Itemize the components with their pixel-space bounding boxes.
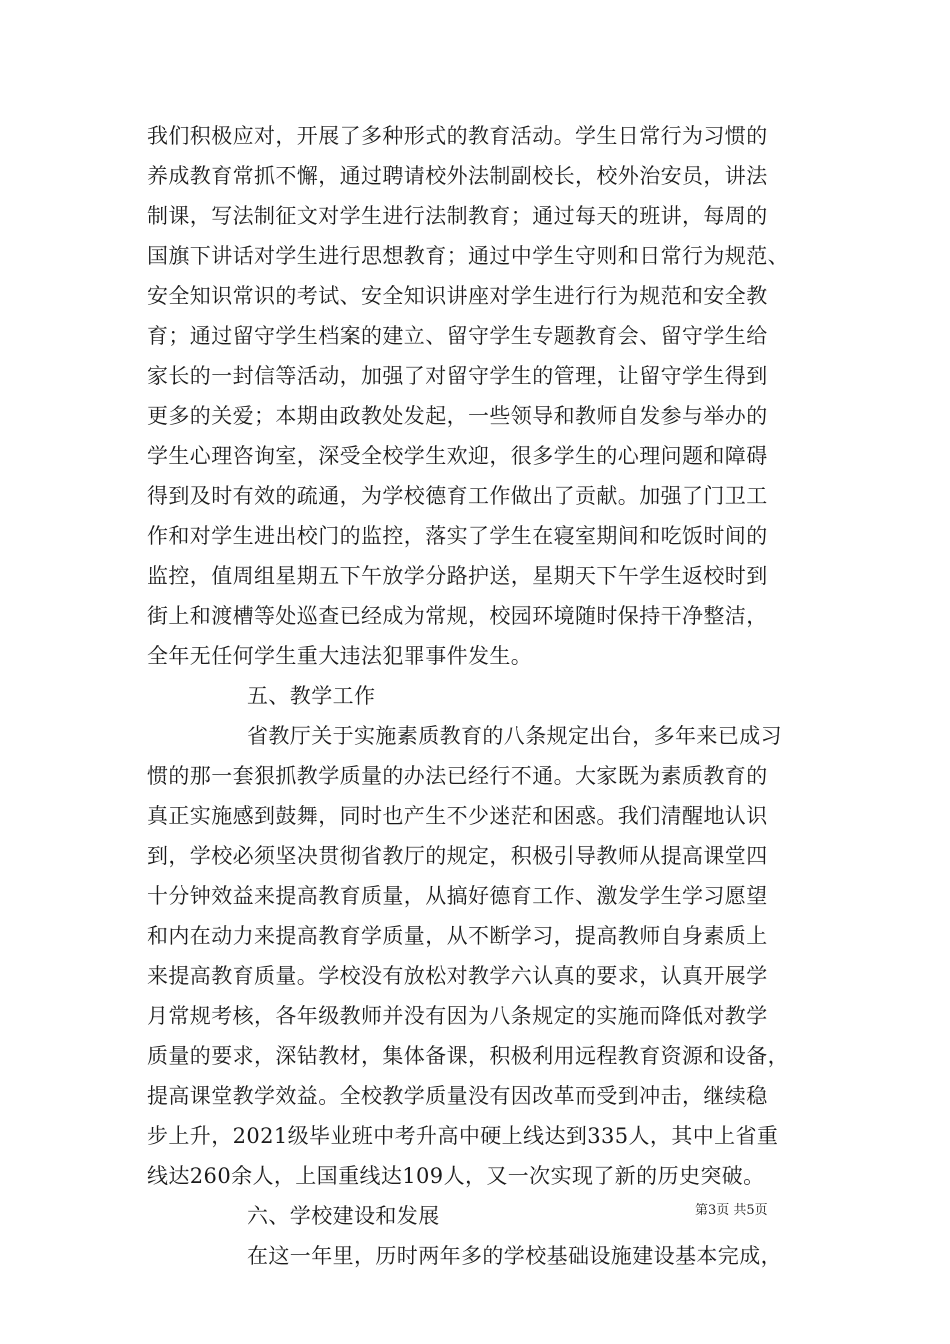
body-line: 提高课堂教学效益。全校教学质量没有因改革而受到冲击，继续稳: [147, 1084, 768, 1108]
body-line: 到，学校必须坚决贯彻省教厅的规定，积极引导教师从提高课堂四: [147, 844, 768, 868]
page-number-footer: 第3页 共5页: [695, 1203, 768, 1218]
body-line: 全年无任何学生重大违法犯罪事件发生。: [147, 644, 533, 668]
body-line: 更多的关爱；本期由政教处发起，一些领导和教师自发参与举办的: [147, 404, 768, 428]
body-line: 制课，写法制征文对学生进行法制教育；通过每天的班讲，每周的: [147, 204, 768, 228]
body-line: 真正实施感到鼓舞，同时也产生不少迷茫和困惑。我们清醒地认识: [147, 804, 768, 828]
section-heading-teaching: 五、教学工作: [247, 684, 376, 708]
body-line: 和内在动力来提高教育学质量，从不断学习，提高教师自身素质上: [147, 924, 768, 948]
body-line: 惯的那一套狠抓教学质量的办法已经行不通。大家既为素质教育的: [147, 764, 768, 788]
body-line: 线达260余人，上国重线达109人，又一次实现了新的历史突破。: [147, 1164, 765, 1188]
body-line: 我们积极应对，开展了多种形式的教育活动。学生日常行为习惯的: [147, 124, 768, 148]
paragraph-start-line: 省教厅关于实施素质教育的八条规定出台，多年来已成习: [247, 724, 782, 748]
body-line: 得到及时有效的疏通，为学校德育工作做出了贡献。加强了门卫工: [147, 484, 768, 508]
body-line: 步上升，2021级毕业班中考升高中硬上线达到335人，其中上省重: [147, 1124, 779, 1148]
body-line: 家长的一封信等活动，加强了对留守学生的管理，让留守学生得到: [147, 364, 768, 388]
body-line: 监控，值周组星期五下午放学分路护送，星期天下午学生返校时到: [147, 564, 768, 588]
body-line: 月常规考核，各年级教师并没有因为八条规定的实施而降低对教学: [147, 1004, 768, 1028]
body-line: 街上和渡槽等处巡查已经成为常规，校园环境随时保持干净整洁，: [147, 604, 768, 628]
paragraph-start-line: 在这一年里，历时两年多的学校基础设施建设基本完成，: [247, 1244, 782, 1268]
body-line: 十分钟效益来提高教育质量，从搞好德育工作、激发学生学习愿望: [147, 884, 768, 908]
body-line: 安全知识常识的考试、安全知识讲座对学生进行行为规范和安全教: [147, 284, 768, 308]
body-line: 作和对学生进出校门的监控，落实了学生在寝室期间和吃饭时间的: [147, 524, 768, 548]
body-line: 学生心理咨询室，深受全校学生欢迎，很多学生的心理问题和障碍: [147, 444, 768, 468]
body-line: 国旗下讲话对学生进行思想教育；通过中学生守则和日常行为规范、: [147, 244, 789, 268]
document-body: [147, 116, 812, 1276]
section-heading-school-development: 六、学校建设和发展: [247, 1204, 440, 1228]
body-line: 育；通过留守学生档案的建立、留守学生专题教育会、留守学生给: [147, 324, 768, 348]
body-line: 质量的要求，深钻教材，集体备课，积极利用远程教育资源和设备，: [147, 1044, 789, 1068]
body-line: 来提高教育质量。学校没有放松对教学六认真的要求，认真开展学: [147, 964, 768, 988]
body-line: 养成教育常抓不懈，通过聘请校外法制副校长，校外治安员，讲法: [147, 164, 768, 188]
